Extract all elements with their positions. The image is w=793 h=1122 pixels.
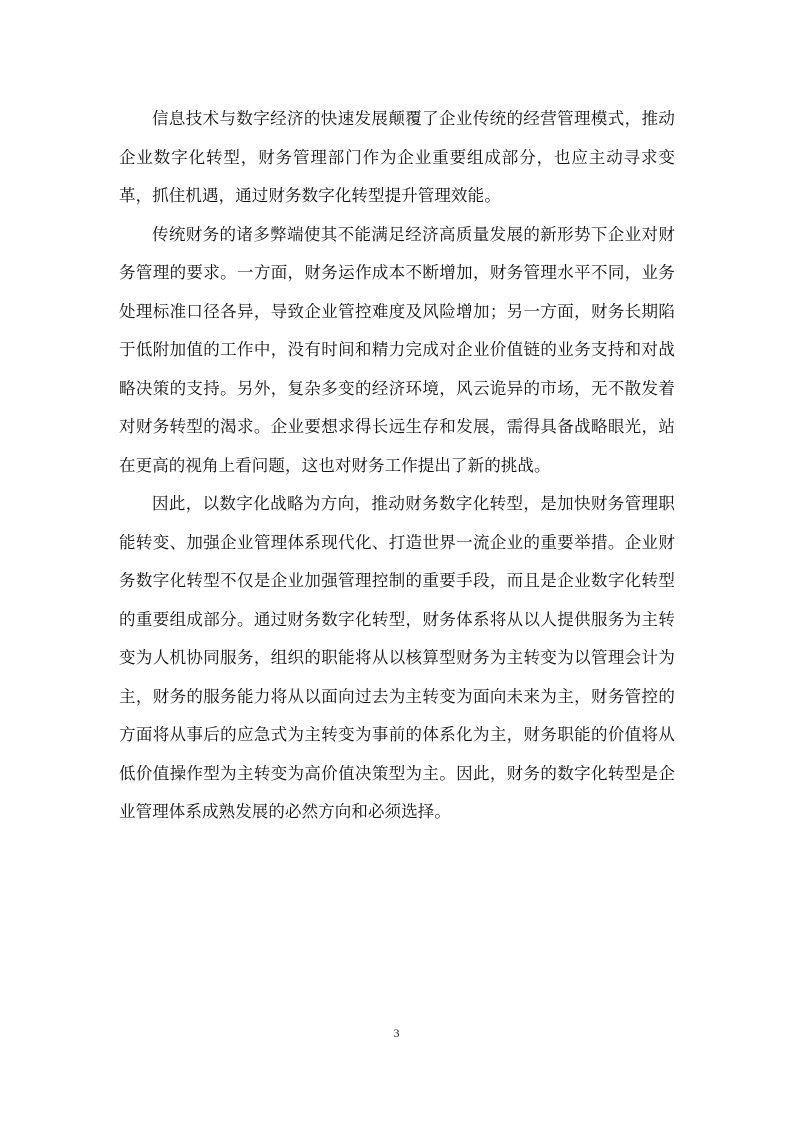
page-number: 3 <box>393 1026 400 1040</box>
paragraph-1: 信息技术与数字经济的快速发展颠覆了企业传统的经营管理模式，推动企业数字化转型，财务管理部门作为企业重要组成部分，也应主动寻求变革，抓住机遇，通过财务数字化转型提升管理效能。 <box>119 109 675 205</box>
paragraph-3: 因此，以数字化战略为方向，推动财务数字化转型，是加快财务管理职能转变、加强企业管理体系现代化、打造世界一流企业的重要举措。企业财务数字化转型不仅是企业加强管理控制的重要手段，而且是企业数字化转型的重要组成部分。通过财务数字化转型，财务体系将从以人提供服务为主转变为人机协同服务，组织的职能将从以核算型财务为主转变为以管理会计为主，财务的服务能力将从以面向过去为主转变为面向未来为主，财务管控的方面将从事后的应急式为主转变为事前的体系化为主，财务职能的价值将从低价值操作型为主转变为高价值决策型为主。因此，财务的数字化转型是企业管理体系成熟发展的必然方向和必须选择。 <box>119 494 675 821</box>
paragraph-2: 传统财务的诸多弊端使其不能满足经济高质量发展的新形势下企业对财务管理的要求。一方面，财务运作成本不断增加，财务管理水平不同，业务处理标准口径各异，导致企业管控难度及风险增加；另一方面，财务长期陷于低附加值的工作中，没有时间和精力完成对企业价值链的业务支持和对战略决策的支持。另外，复杂多变的经济环境，风云诡异的市场，无不散发着对财务转型的渴求。企业要想求得长远生存和发展，需得具备战略眼光，站在更高的视角上看问题，这也对财务工作提出了新的挑战。 <box>119 224 675 475</box>
document-body <box>119 100 675 832</box>
